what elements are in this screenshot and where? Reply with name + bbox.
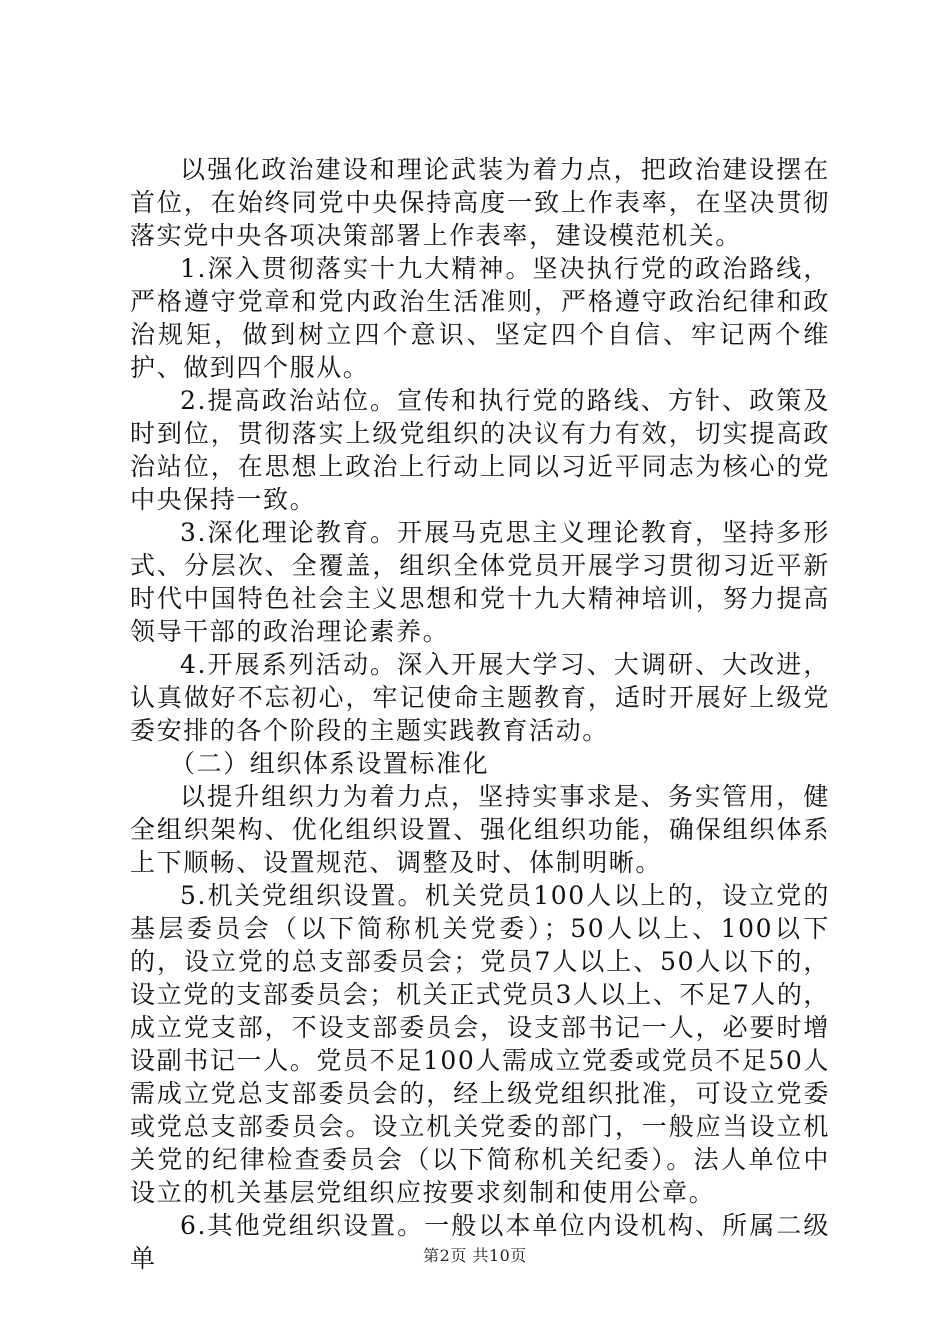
item-6-paragraph: 6.其他党组织设置。一般以本单位内设机构、所属二级单 xyxy=(130,1211,830,1273)
item-2-paragraph: 2.提高政治站位。宣传和执行党的路线、方针、政策及时到位，贯彻落实上级党组织的决议有力有效，切实提高政治站位，在思想上政治上行动上同以习近平同志为核心的党中央保持一致。 xyxy=(130,386,830,514)
item-1-paragraph: 1.深入贯彻落实十九大精神。坚决执行党的政治路线，严格遵守党章和党内政治生活准则，严格遵守政治纪律和政治规矩，做到树立四个意识、坚定四个自信、牢记两个维护、做到四个服从。 xyxy=(130,254,830,382)
document-body xyxy=(130,153,830,1275)
item-5-paragraph: 5.机关党组织设置。机关党员100人以上的，设立党的基层委员会（以下简称机关党委）；50人以上、100以下的，设立党的总支部委员会；党员7人以上、50人以下的，设立党的支部委员会；机关正式党员3人以上、不足7人的，成立党支部，不设支部委员会，设支部书记一人，必要时增设副书记一人。党员不足100人需成立党委或党员不足50人需成立党总支部委员会的，经上级党组织批准，可设立党委或党总支部委员会。设立机关党委的部门，一般应当设立机关党的纪律检查委员会（以下简称机关纪委）。法人单位中设立的机关基层党组织应按要求刻制和使用公章。 xyxy=(130,881,831,1207)
item-4-paragraph: 4.开展系列活动。深入开展大学习、大调研、大改进，认真做好不忘初心，牢记使命主题教育，适时开展好上级党委安排的各个阶段的主题实践教育活动。 xyxy=(130,650,830,745)
section-intro-paragraph: 以提升组织力为着力点，坚持实事求是、务实管用，健全组织架构、优化组织设置、强化组织功能，确保组织体系上下顺畅、设置规范、调整及时、体制明晰。 xyxy=(130,782,830,877)
page-footer: 第2页 共10页 xyxy=(423,1246,527,1265)
intro-paragraph: 以强化政治建设和理论武装为着力点，把政治建设摆在首位，在始终同党中央保持高度一致上作表率，在坚决贯彻落实党中央各项决策部署上作表率，建设模范机关。 xyxy=(130,155,830,250)
section-heading: （二）组织体系设置标准化 xyxy=(170,749,490,778)
item-3-paragraph: 3.深化理论教育。开展马克思主义理论教育，坚持多形式、分层次、全覆盖，组织全体党员开展学习贯彻习近平新时代中国特色社会主义思想和党十九大精神培训，努力提高领导干部的政治理论素养。 xyxy=(130,518,830,646)
